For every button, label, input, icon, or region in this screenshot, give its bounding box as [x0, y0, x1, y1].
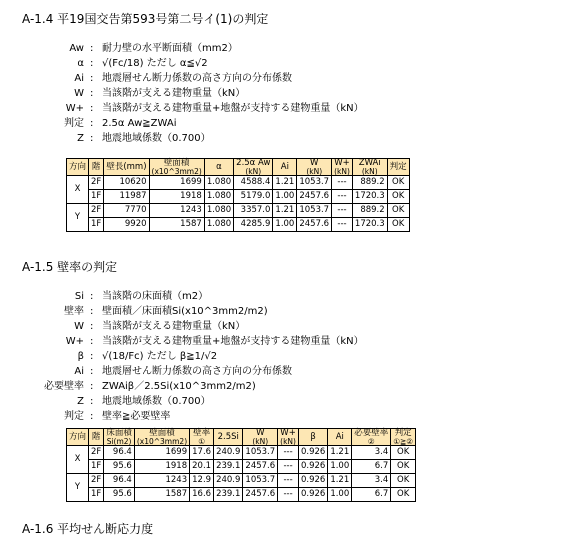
- definition-text: 地震地域係数（0.700）: [102, 396, 211, 407]
- data-cell: 1720.3: [352, 190, 387, 204]
- column-header: 2.5Si: [214, 429, 243, 446]
- column-header: 階: [89, 159, 104, 176]
- definition-symbol: Si: [74, 291, 84, 302]
- column-header: 判定 ①≧②: [391, 429, 416, 446]
- definition-row: [44, 131, 544, 146]
- direction-cell: X: [67, 446, 89, 474]
- definition-colon: :: [90, 306, 94, 317]
- definition-colon: :: [90, 291, 94, 302]
- data-cell: 1918: [149, 190, 204, 204]
- floor-cell: 2F: [89, 204, 104, 218]
- definition-row: [44, 86, 544, 101]
- definition-colon: :: [90, 73, 94, 84]
- definition-colon: :: [90, 118, 94, 129]
- column-header: 壁面積 (x10^3mm2): [149, 159, 204, 176]
- definition-row: [44, 394, 544, 409]
- data-cell: 889.2: [352, 176, 387, 190]
- definition-text: 当該階が支える建物重量（kN）: [102, 321, 246, 332]
- table-row: [67, 474, 416, 488]
- definition-colon: :: [90, 336, 94, 347]
- data-cell: 6.7: [352, 460, 391, 474]
- definition-row: [44, 349, 544, 364]
- data-cell: ---: [332, 218, 353, 232]
- column-header: W (kN): [243, 429, 278, 446]
- data-cell: 2457.6: [297, 218, 332, 232]
- definition-text: 地震層せん断力係数の高さ方向の分布係数: [102, 366, 292, 377]
- data-cell: 10620: [104, 176, 149, 190]
- definition-symbol: 壁率: [64, 306, 84, 317]
- definition-colon: :: [90, 366, 94, 377]
- definition-symbol: W+: [65, 336, 84, 347]
- section-title-a14: A-1.4 平19国交告第593号第二号イ(1)の判定: [22, 12, 269, 26]
- definition-colon: :: [90, 58, 94, 69]
- data-cell: OK: [391, 460, 416, 474]
- definition-symbol: Aw: [69, 43, 84, 54]
- column-header: 2.5α Aw (kN): [234, 159, 273, 176]
- column-header: 必要壁率 ②: [352, 429, 391, 446]
- data-cell: 1699: [149, 176, 204, 190]
- data-cell: 240.9: [214, 446, 243, 460]
- definition-row: [44, 116, 544, 131]
- data-cell: OK: [391, 446, 416, 460]
- column-header: 床面積 Si(m2): [104, 429, 135, 446]
- data-cell: 95.6: [104, 488, 135, 502]
- data-cell: 3.4: [352, 446, 391, 460]
- data-cell: 1.00: [328, 488, 352, 502]
- floor-cell: 1F: [89, 218, 104, 232]
- table-header-row: [67, 429, 416, 446]
- definition-text: 壁率≧必要壁率: [102, 411, 171, 422]
- definition-row: [44, 334, 544, 349]
- data-cell: 239.1: [214, 460, 243, 474]
- data-cell: 1243: [149, 204, 204, 218]
- column-header: ZWAi (kN): [352, 159, 387, 176]
- data-cell: ---: [278, 474, 299, 488]
- column-header: 階: [89, 429, 104, 446]
- definition-symbol: 判定: [64, 411, 84, 422]
- definition-text: 地震層せん断力係数の高さ方向の分布係数: [102, 73, 292, 84]
- data-cell: 17.6: [190, 446, 214, 460]
- column-header: 壁面積 (x10^3mm2): [134, 429, 189, 446]
- data-cell: 1699: [134, 446, 189, 460]
- data-cell: ---: [278, 488, 299, 502]
- data-cell: 3.4: [352, 474, 391, 488]
- definition-text: 地震地域係数（0.700）: [102, 133, 211, 144]
- column-header: β: [298, 429, 327, 446]
- data-cell: OK: [391, 488, 416, 502]
- column-header: Ai: [273, 159, 297, 176]
- column-header: 方向: [67, 429, 89, 446]
- data-cell: 5179.0: [234, 190, 273, 204]
- data-cell: 1.080: [204, 190, 233, 204]
- definition-row: [44, 56, 544, 71]
- definition-row: [44, 289, 544, 304]
- data-cell: 0.926: [298, 460, 327, 474]
- direction-cell: Y: [67, 474, 89, 502]
- definition-symbol: Ai: [74, 73, 84, 84]
- definition-colon: :: [90, 88, 94, 99]
- data-cell: 1.21: [273, 204, 297, 218]
- table-header-row: [67, 159, 410, 176]
- data-cell: 3357.0: [234, 204, 273, 218]
- definition-row: [44, 379, 544, 394]
- data-cell: 0.926: [298, 488, 327, 502]
- data-cell: OK: [387, 204, 409, 218]
- definition-colon: :: [90, 411, 94, 422]
- data-cell: OK: [387, 176, 409, 190]
- data-cell: OK: [387, 218, 409, 232]
- data-cell: 239.1: [214, 488, 243, 502]
- data-cell: 7770: [104, 204, 149, 218]
- data-cell: 1053.7: [243, 474, 278, 488]
- section-title-a16: A-1.6 平均せん断応力度: [22, 522, 154, 536]
- definition-colon: :: [90, 321, 94, 332]
- definition-text: 当該階が支える建物重量（kN）: [102, 88, 246, 99]
- data-cell: ---: [278, 460, 299, 474]
- data-cell: OK: [387, 190, 409, 204]
- data-cell: ---: [332, 176, 353, 190]
- definition-symbol: 必要壁率: [44, 381, 84, 392]
- definition-colon: :: [90, 381, 94, 392]
- floor-cell: 2F: [89, 446, 104, 460]
- data-cell: 1.21: [328, 474, 352, 488]
- definition-text: 壁面積／床面積Si(x10^3mm2/m2): [102, 306, 268, 317]
- floor-cell: 1F: [89, 460, 104, 474]
- definition-text: 当該階の床面積（m2）: [102, 291, 209, 302]
- column-header: 壁長(mm): [104, 159, 149, 176]
- data-cell: 1.21: [273, 176, 297, 190]
- data-cell: 12.9: [190, 474, 214, 488]
- data-cell: 95.6: [104, 460, 135, 474]
- data-cell: 2457.6: [297, 190, 332, 204]
- definition-text: √(Fc/18) ただし α≦√2: [102, 58, 208, 69]
- definition-text: 当該階が支える建物重量+地盤が支持する建物重量（kN）: [102, 103, 364, 114]
- definition-colon: :: [90, 351, 94, 362]
- data-cell: 4588.4: [234, 176, 273, 190]
- data-cell: 240.9: [214, 474, 243, 488]
- column-header: 判定: [387, 159, 409, 176]
- definition-row: [44, 71, 544, 86]
- table-row: [67, 460, 416, 474]
- definition-list-a14: [44, 41, 544, 146]
- data-cell: 1918: [134, 460, 189, 474]
- table-row: [67, 176, 410, 190]
- definition-text: 耐力壁の水平断面積（mm2）: [102, 43, 238, 54]
- data-cell: 1720.3: [352, 218, 387, 232]
- data-cell: 1.080: [204, 218, 233, 232]
- column-header: α: [204, 159, 233, 176]
- data-cell: 1.080: [204, 176, 233, 190]
- data-cell: 1.00: [273, 218, 297, 232]
- data-cell: 1053.7: [297, 204, 332, 218]
- data-cell: 4285.9: [234, 218, 273, 232]
- definition-symbol: α: [77, 58, 84, 69]
- data-cell: 0.926: [298, 446, 327, 460]
- data-cell: 1.080: [204, 204, 233, 218]
- data-cell: 2457.6: [243, 488, 278, 502]
- definition-row: [44, 319, 544, 334]
- data-cell: 889.2: [352, 204, 387, 218]
- data-cell: ---: [332, 190, 353, 204]
- column-header: W (kN): [297, 159, 332, 176]
- data-cell: OK: [391, 474, 416, 488]
- data-cell: 96.4: [104, 474, 135, 488]
- definition-row: [44, 364, 544, 379]
- column-header: 方向: [67, 159, 89, 176]
- data-cell: 1.00: [273, 190, 297, 204]
- definition-symbol: W+: [65, 103, 84, 114]
- definition-text: ZWAiβ／2.5Si(x10^3mm2/m2): [102, 381, 256, 392]
- definition-symbol: Z: [77, 133, 84, 144]
- column-header: Ai: [328, 429, 352, 446]
- column-header: W+ (kN): [278, 429, 299, 446]
- direction-cell: X: [67, 176, 89, 204]
- definition-row: [44, 41, 544, 56]
- data-cell: 1243: [134, 474, 189, 488]
- definition-symbol: W: [74, 88, 84, 99]
- data-cell: ---: [332, 204, 353, 218]
- floor-cell: 1F: [89, 190, 104, 204]
- definition-text: √(18/Fc) ただし β≧1/√2: [102, 351, 218, 362]
- data-cell: ---: [278, 446, 299, 460]
- data-cell: 1053.7: [243, 446, 278, 460]
- definition-colon: :: [90, 43, 94, 54]
- data-cell: 9920: [104, 218, 149, 232]
- data-cell: 11987: [104, 190, 149, 204]
- data-cell: 96.4: [104, 446, 135, 460]
- definition-symbol: W: [74, 321, 84, 332]
- data-cell: 1053.7: [297, 176, 332, 190]
- definition-symbol: β: [77, 351, 84, 362]
- definition-row: [44, 101, 544, 116]
- table-row: [67, 204, 410, 218]
- section-title-a15: A-1.5 壁率の判定: [22, 260, 118, 274]
- table-row: [67, 446, 416, 460]
- definition-symbol: Z: [77, 396, 84, 407]
- definition-colon: :: [90, 396, 94, 407]
- definition-colon: :: [90, 103, 94, 114]
- table-row: [67, 190, 410, 204]
- data-cell: 2457.6: [243, 460, 278, 474]
- data-cell: 0.926: [298, 474, 327, 488]
- table-row: [67, 218, 410, 232]
- definition-row: [44, 409, 544, 424]
- direction-cell: Y: [67, 204, 89, 232]
- table-a15: [66, 428, 416, 502]
- definition-symbol: Ai: [74, 366, 84, 377]
- floor-cell: 2F: [89, 474, 104, 488]
- column-header: 壁率 ①: [190, 429, 214, 446]
- data-cell: 1587: [149, 218, 204, 232]
- data-cell: 16.6: [190, 488, 214, 502]
- definition-text: 当該階が支える建物重量+地盤が支持する建物重量（kN）: [102, 336, 364, 347]
- definition-row: [44, 304, 544, 319]
- floor-cell: 2F: [89, 176, 104, 190]
- data-cell: 6.7: [352, 488, 391, 502]
- table-a14: [66, 158, 410, 232]
- data-cell: 1587: [134, 488, 189, 502]
- definition-colon: :: [90, 133, 94, 144]
- definition-symbol: 判定: [64, 118, 84, 129]
- floor-cell: 1F: [89, 488, 104, 502]
- definition-list-a15: [44, 289, 544, 424]
- table-row: [67, 488, 416, 502]
- data-cell: 1.21: [328, 446, 352, 460]
- data-cell: 20.1: [190, 460, 214, 474]
- data-cell: 1.00: [328, 460, 352, 474]
- column-header: W+ (kN): [332, 159, 353, 176]
- definition-text: 2.5α Aw≧ZWAi: [102, 118, 177, 129]
